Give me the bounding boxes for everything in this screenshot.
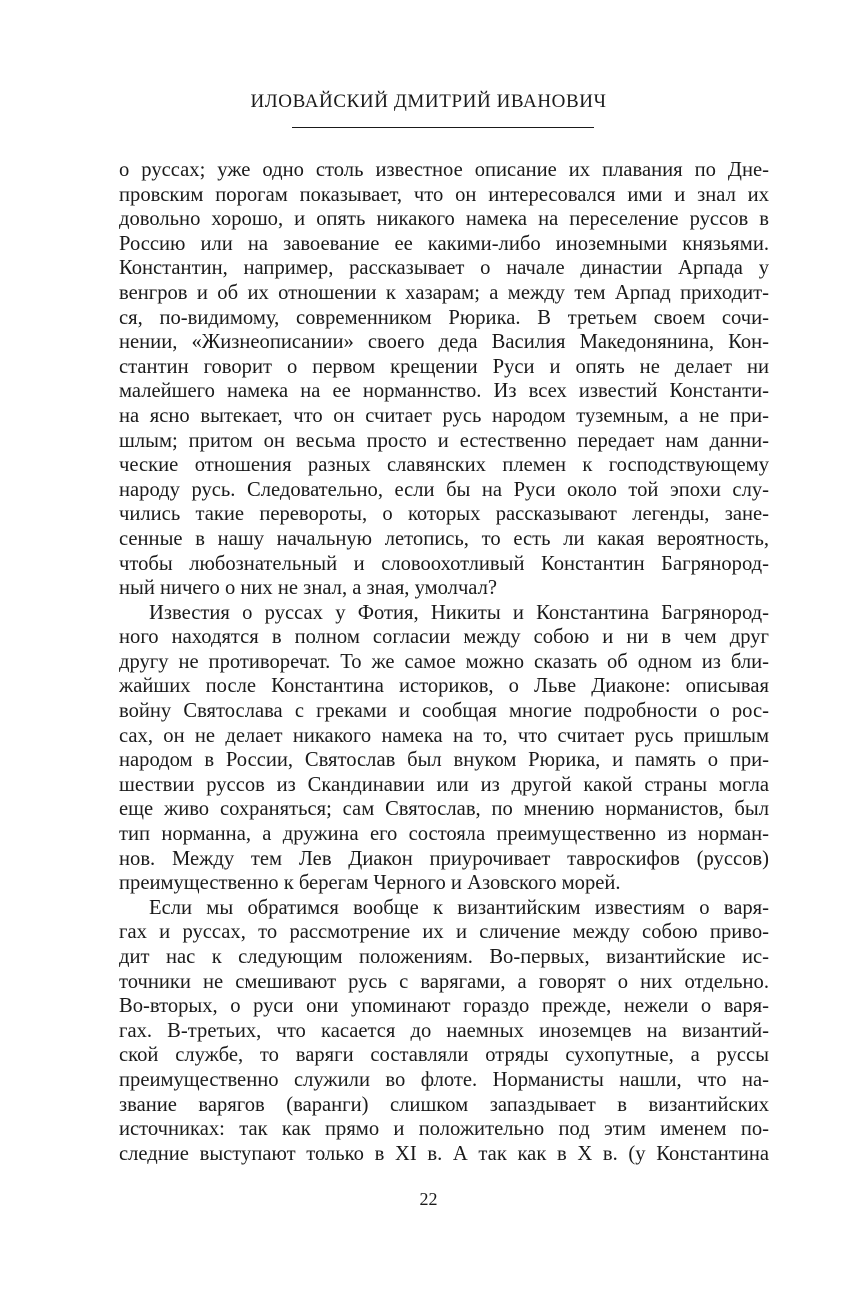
text-line: другу не противоречат. То же самое можно сказать об одном из бли- (119, 650, 769, 673)
text-line: Россию или на завоевание ее какими-либо иноземными князьями. (119, 232, 769, 255)
text-line: провским порогам показывает, что он интересовался ими и знал их (119, 183, 769, 206)
text-line: гах. В-третьих, что касается до наемных иноземцев на византий- (119, 1019, 769, 1042)
text-line: ческие отношения разных славянских племен к господствующему (119, 454, 769, 477)
text-line: народом в России, Святослав был внуком Рюрика, и память о при- (119, 749, 769, 772)
text-line: следние выступают только в XI в. А так как в X в. (у Константина (119, 1142, 769, 1165)
text-line: тип норманна, а дружина его состояла преимущественно из норман- (119, 823, 769, 846)
text-line: чились такие перевороты, о которых рассказывают легенды, зане- (119, 503, 769, 526)
running-head: ИЛОВАЙСКИЙ ДМИТРИЙ ИВАНОВИЧ (250, 91, 607, 112)
text-line: стантин говорит о первом крещении Руси и опять не делает ни (119, 355, 769, 378)
text-line: сенные в нашу начальную летопись, то есть ли какая вероятность, (119, 527, 769, 550)
text-line: на ясно вытекает, что он считает русь народом туземным, а не при- (119, 404, 769, 427)
text-line: ской службе, то варяги составляли отряды сухопутные, а руссы (119, 1044, 769, 1067)
text-line: ного находятся в полном согласии между собою и ни в чем друг (119, 626, 769, 649)
text-line: Известия о руссах у Фотия, Никиты и Константина Багрянород- (149, 601, 769, 624)
text-line: о руссах; уже одно столь известное описание их плавания по Дне- (119, 159, 769, 181)
header-rule (292, 127, 594, 128)
text-line: еще живо сохраняться; сам Святослав, по мнению норманистов, был (119, 798, 769, 821)
text-line: шествии руссов из Скандинавии или из другой какой страны могла (119, 773, 769, 796)
paragraph-1 (119, 158, 769, 601)
text-line: преимущественно к берегам Черного и Азовского морей. (119, 872, 621, 895)
text-line: шлым; притом он весьма просто и естественно передает нам данни- (119, 429, 769, 452)
text-line: нении, «Жизнеописании» своего деда Василия Македонянина, Кон- (119, 331, 769, 354)
paragraph-3 (119, 896, 769, 1167)
text-line: дит нас к следующим положениям. Во-первых, византийские ис- (119, 946, 769, 968)
text-line: гах и руссах, то рассмотрение их и сличение между собою приво- (119, 921, 769, 944)
text-line: Во-вторых, о руси они упоминают гораздо прежде, нежели о варя- (119, 995, 769, 1018)
text-line: Если мы обратимся вообще к византийским известиям о варя- (149, 896, 769, 919)
text-line: малейшего намека на ее норманнство. Из всех известий Константи- (119, 380, 769, 403)
text-line: точники не смешивают русь с варягами, а говорят о них отдельно. (119, 970, 769, 993)
paragraph-2 (119, 601, 769, 896)
text-line: ный ничего о них не знал, а зная, умолчал? (119, 577, 498, 600)
body-text (119, 158, 769, 1166)
text-line: довольно хорошо, и опять никакого намека на переселение руссов в (119, 208, 769, 231)
text-line: чтобы любознательный и словоохотливый Константин Багрянород- (119, 552, 769, 575)
text-line: народу русь. Следовательно, если бы на Руси около той эпохи слу- (119, 478, 769, 501)
page-number: 22 (419, 1189, 438, 1209)
text-line: войну Святослава с греками и сообщая многие подробности о рос- (119, 700, 769, 723)
text-line: источниках: так как прямо и положительно под этим именем по- (119, 1118, 769, 1141)
text-line: жайших после Константина историков, о Льве Диаконе: описывая (119, 675, 769, 698)
text-line: нов. Между тем Лев Диакон приурочивает тавроскифов (руссов) (119, 847, 769, 870)
text-line: звание варягов (варанги) слишком запаздывает в византийских (119, 1093, 769, 1116)
text-line: сах, он не делает никакого намека на то, что считает русь пришлым (119, 724, 769, 747)
text-line: Константин, например, рассказывает о начале династии Арпада у (119, 257, 769, 280)
text-line: преимущественно служили во флоте. Норманисты нашли, что на- (119, 1068, 769, 1091)
text-line: ся, по-видимому, современником Рюрика. В третьем своем сочи- (119, 306, 769, 329)
text-line: венгров и об их отношении к хазарам; а между тем Арпад приходит- (119, 281, 769, 304)
